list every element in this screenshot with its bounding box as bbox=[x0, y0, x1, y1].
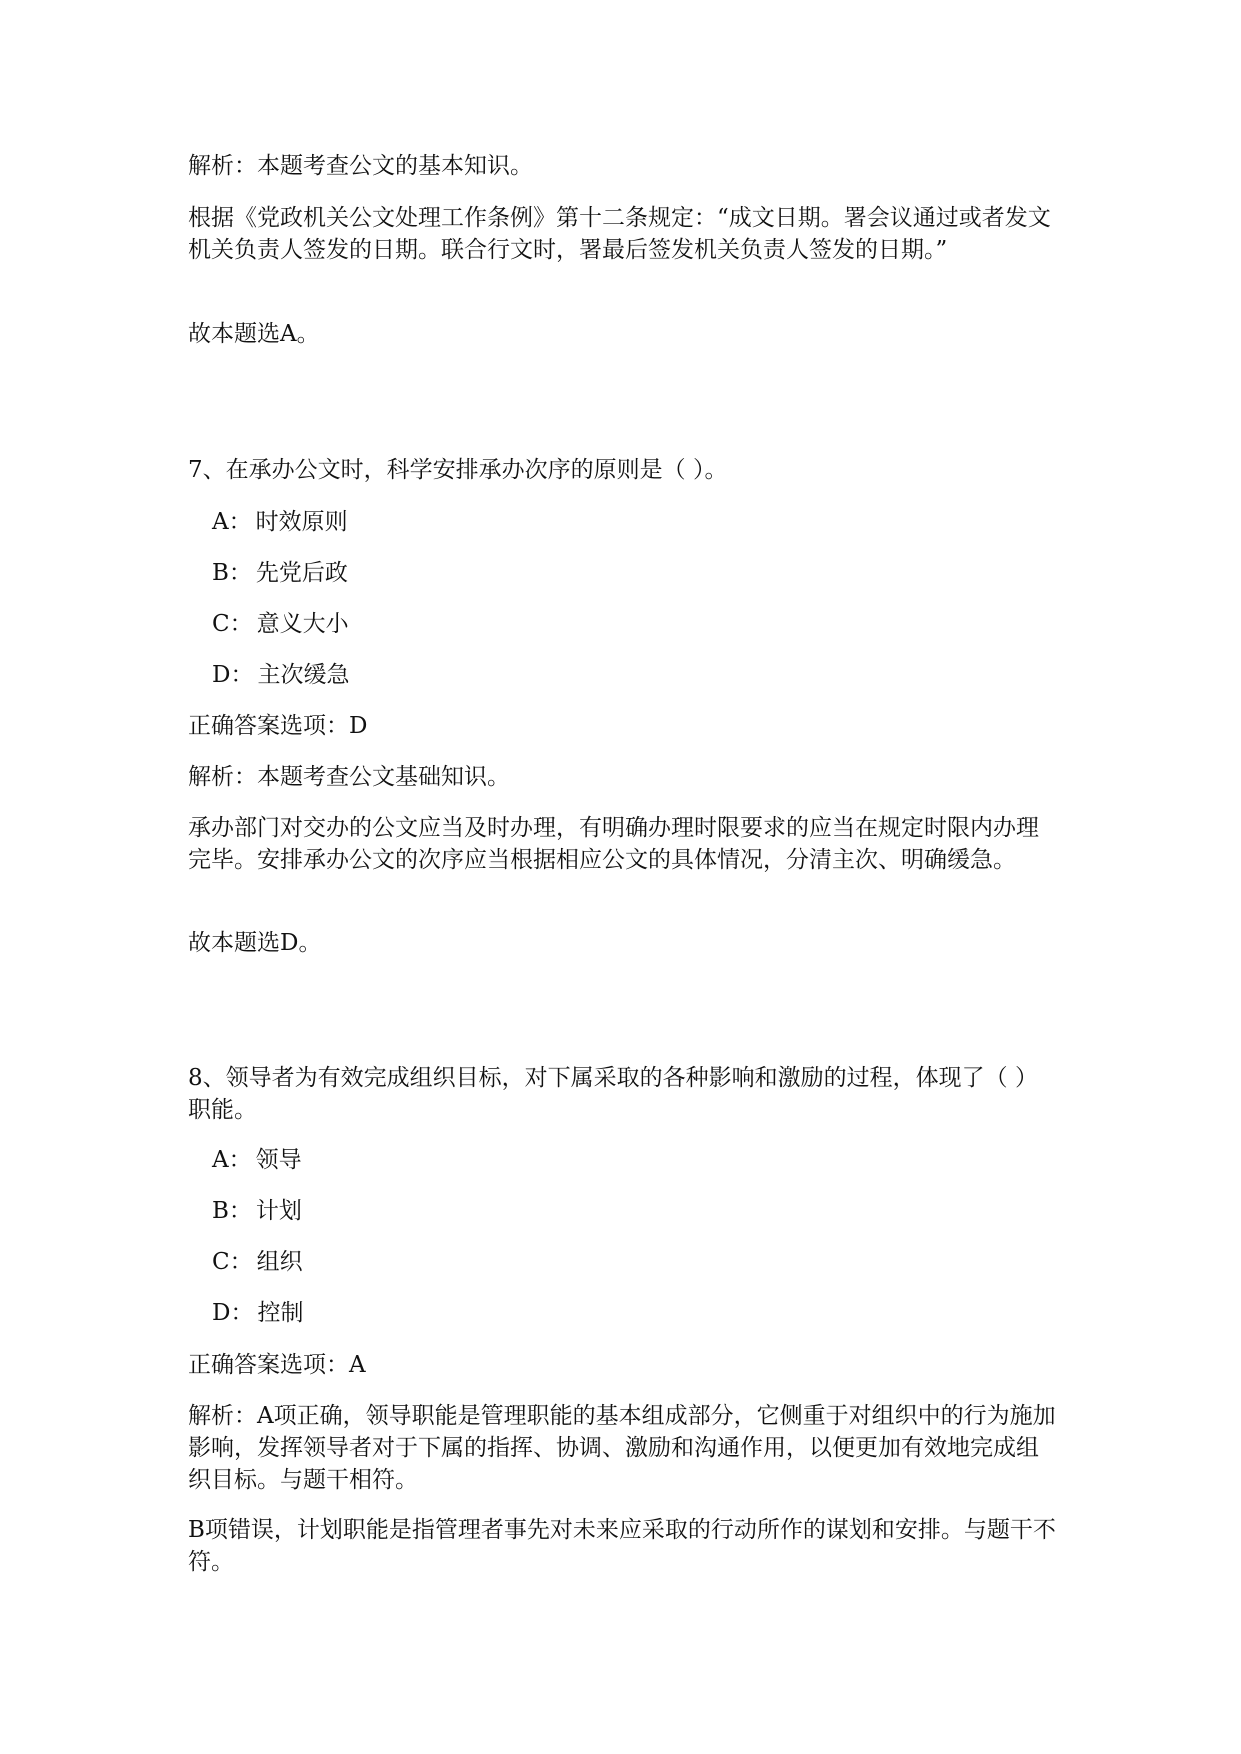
option-text: 控制 bbox=[257, 1300, 304, 1326]
question-7-text: 7、在承办公文时，科学安排承办次序的原则是（ ）。 bbox=[188, 457, 728, 483]
option-key: C： bbox=[212, 611, 253, 637]
option-key: A： bbox=[212, 509, 252, 535]
question-7-option-d bbox=[212, 659, 349, 691]
question-7-option-c bbox=[212, 608, 349, 640]
question-8-analysis-a: 解析：A项正确，领导职能是管理职能的基本组成部分，它侧重于对组织中的行为施加影响，发挥领导者对于下属的指挥、协调、激励和沟通作用，以便更加有效地完成组织目标。与题干相符。 bbox=[188, 1403, 1056, 1493]
option-text: 组织 bbox=[256, 1249, 303, 1275]
question-8-option-a bbox=[212, 1144, 302, 1176]
question-8-option-b bbox=[212, 1195, 302, 1227]
option-key: A： bbox=[212, 1147, 252, 1173]
option-text: 领导 bbox=[255, 1147, 302, 1173]
question-8-option-d bbox=[212, 1297, 303, 1329]
question-7-option-a bbox=[212, 506, 348, 538]
explanation-text: 根据《党政机关公文处理工作条例》第十二条规定：“成文日期。署会议通过或者发文机关负责人签发的日期。联合行文时，署最后签发机关负责人签发的日期。” bbox=[188, 205, 1051, 263]
option-text: 时效原则 bbox=[255, 509, 348, 535]
question-7-conclusion: 故本题选D。 bbox=[188, 930, 322, 956]
option-text: 计划 bbox=[255, 1198, 302, 1224]
option-key: D： bbox=[212, 1300, 254, 1326]
option-key: C： bbox=[212, 1249, 253, 1275]
option-text: 意义大小 bbox=[256, 611, 349, 637]
question-7-answer: 正确答案选项：D bbox=[188, 713, 368, 739]
question-8-option-c bbox=[212, 1246, 303, 1278]
question-8-answer: 正确答案选项：A bbox=[188, 1352, 366, 1378]
option-key: B： bbox=[212, 560, 252, 586]
analysis-text: 解析：本题考查公文的基本知识。 bbox=[188, 153, 533, 179]
option-text: 主次缓急 bbox=[257, 662, 350, 688]
question-8-text: 8、领导者为有效完成组织目标，对下属采取的各种影响和激励的过程，体现了（ ）职能。 bbox=[188, 1065, 1038, 1123]
question-7-analysis: 解析：本题考查公文基础知识。 bbox=[188, 764, 510, 790]
question-7-option-b bbox=[212, 557, 348, 589]
option-key: B： bbox=[212, 1198, 252, 1224]
option-text: 先党后政 bbox=[255, 560, 348, 586]
option-key: D： bbox=[212, 662, 254, 688]
question-8-analysis-b: B项错误，计划职能是指管理者事先对未来应采取的行动所作的谋划和安排。与题干不符。 bbox=[188, 1517, 1056, 1575]
conclusion-text: 故本题选A。 bbox=[188, 321, 320, 347]
question-7-explanation: 承办部门对交办的公文应当及时办理，有明确办理时限要求的应当在规定时限内办理完毕。安排承办公文的次序应当根据相应公文的具体情况，分清主次、明确缓急。 bbox=[188, 815, 1039, 873]
